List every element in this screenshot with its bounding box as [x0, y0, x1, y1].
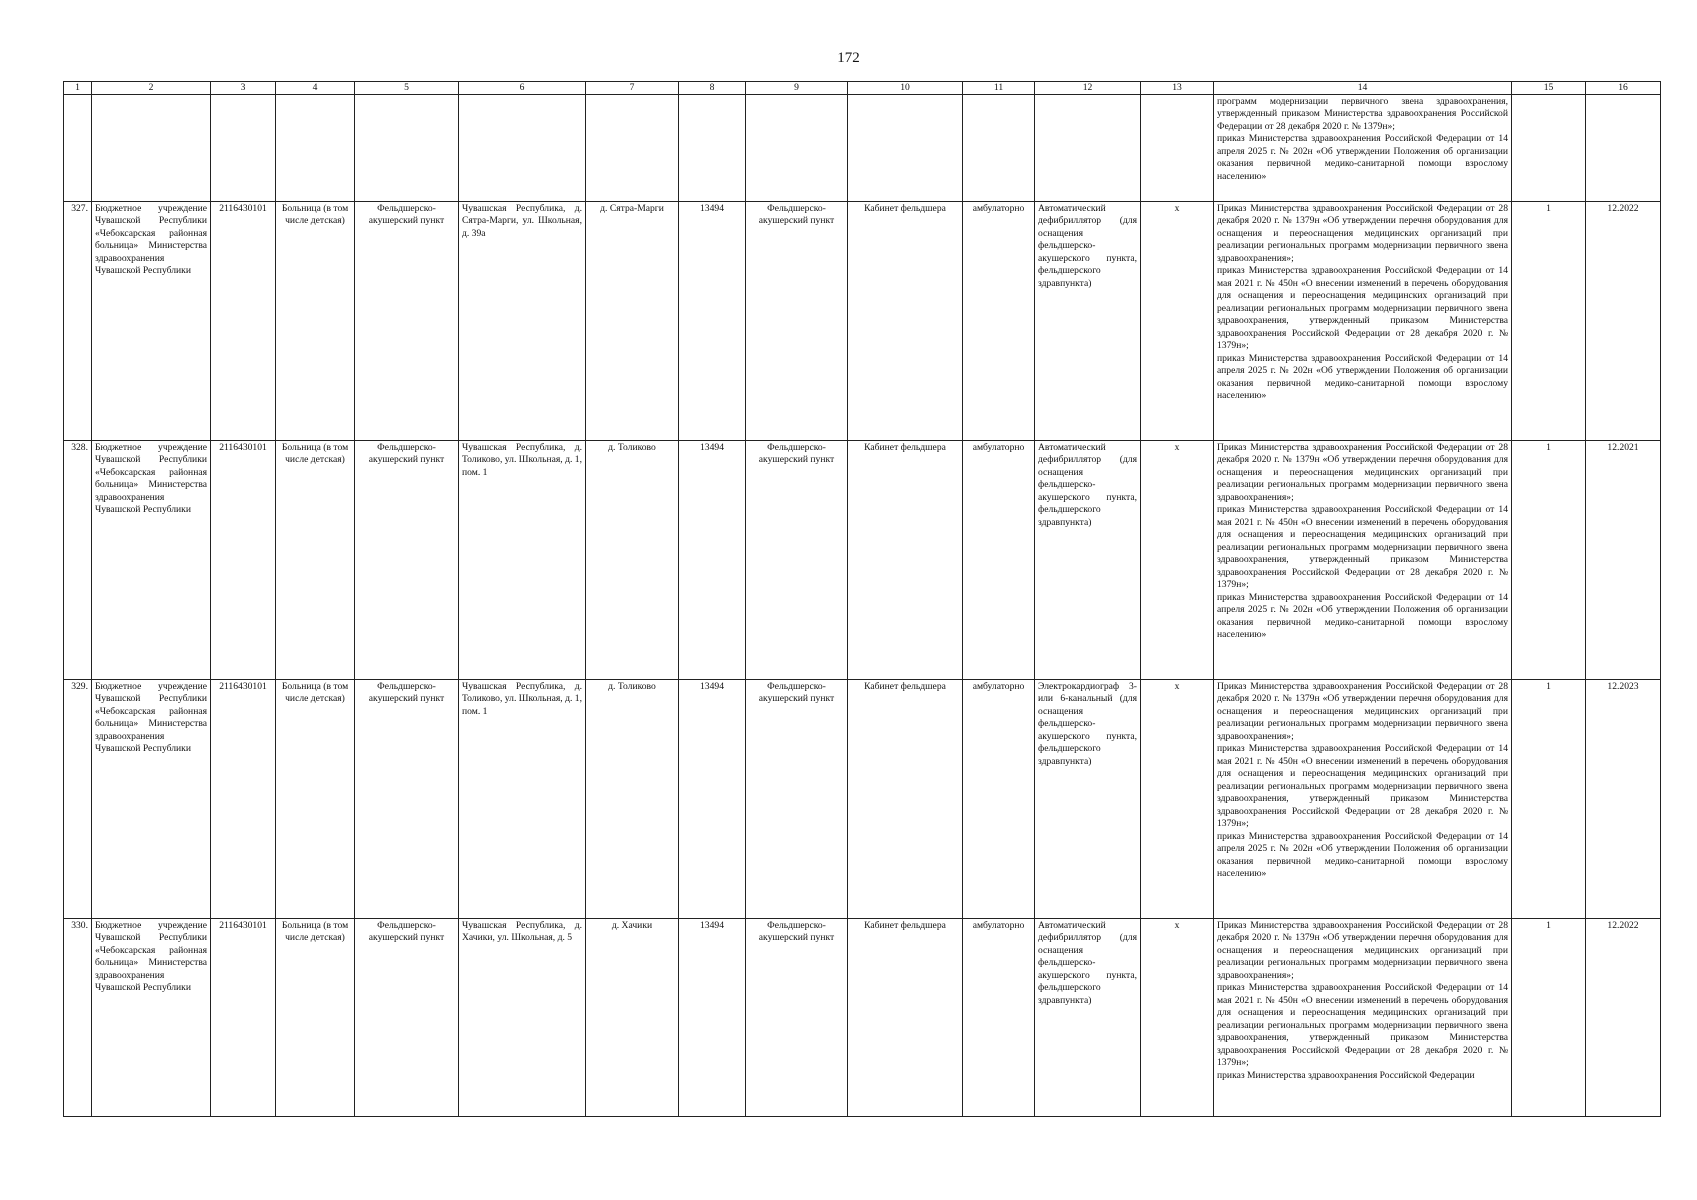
legal-basis-cell: программ модернизации первичного звена здравоохранения, утвержденный приказом Министерства здравоохранения Российской Федерации от 28 декабря 2020 г. № 1379н»; приказ Министерства здравоохранения Российской Федерации от 14 апреля 2025 г. № 202н «Об утверждении Положения об организации оказания первичной медико-санитарной помощи взрослому населению» — [1214, 95, 1512, 202]
date-cell: 12.2022 — [1586, 919, 1661, 1117]
mode-cell: амбулаторно — [963, 202, 1035, 441]
table-row — [64, 919, 1661, 1117]
table-row — [64, 441, 1661, 680]
column-header: 4 — [276, 82, 355, 95]
row-number: 327. — [64, 202, 92, 441]
unit-cell: Фельдшерско-акушерский пункт — [355, 441, 459, 680]
row-number: 330. — [64, 919, 92, 1117]
column-header: 2 — [92, 82, 211, 95]
quantity-cell: 1 — [1512, 680, 1586, 919]
equipment-cell: Автоматический дефибриллятор (для оснащения фельдшерско-акушерского пункта, фельдшерского здравпункта) — [1035, 919, 1141, 1117]
code2-cell: 13494 — [679, 919, 746, 1117]
mark-cell: x — [1141, 441, 1214, 680]
table-row — [64, 202, 1661, 441]
equipment-table — [63, 81, 1661, 1117]
type-cell: Больница (в том числе детская) — [276, 441, 355, 680]
address-cell: Чувашская Республика, д. Толиково, ул. Школьная, д. 1, пом. 1 — [459, 441, 586, 680]
address-cell: Чувашская Республика, д. Хачики, ул. Школьная, д. 5 — [459, 919, 586, 1117]
unit-cell: Фельдшерско-акушерский пункт — [355, 202, 459, 441]
date-cell: 12.2021 — [1586, 441, 1661, 680]
locality-cell: д. Сятра-Марги — [586, 202, 679, 441]
room-cell: Кабинет фельдшера — [848, 680, 963, 919]
unit2-cell: Фельдшерско-акушерский пункт — [746, 202, 848, 441]
mode-cell: амбулаторно — [963, 919, 1035, 1117]
legal-basis-cell: Приказ Министерства здравоохранения Российской Федерации от 28 декабря 2020 г. № 1379н «Об утверждении перечня оборудования для оснащения и переоснащения медицинских организаций при реализации региональных программ модернизации первичного звена здравоохранения»; приказ Министерства здравоохранения Российской Федерации от 14 мая 2021 г. № 450н «О внесении изменений в перечень оборудования для оснащения и переоснащения медицинских организаций при реализации региональных программ модернизации первичного звена здравоохранения, утвержденный приказом Министерства здравоохранения Российской Федерации от 28 декабря 2020 г. № 1379н»; приказ Министерства здравоохранения Российской Федерации от 14 апреля 2025 г. № 202н «Об утверждении Положения об организации оказания первичной медико-санитарной помощи взрослому населению» — [1214, 202, 1512, 441]
column-header: 1 — [64, 82, 92, 95]
code-cell: 2116430101 — [211, 680, 276, 919]
legal-basis-cell: Приказ Министерства здравоохранения Российской Федерации от 28 декабря 2020 г. № 1379н «Об утверждении перечня оборудования для оснащения и переоснащения медицинских организаций при реализации региональных программ модернизации первичного звена здравоохранения»; приказ Министерства здравоохранения Российской Федерации от 14 мая 2021 г. № 450н «О внесении изменений в перечень оборудования для оснащения и переоснащения медицинских организаций при реализации региональных программ модернизации первичного звена здравоохранения, утвержденный приказом Министерства здравоохранения Российской Федерации от 28 декабря 2020 г. № 1379н»; приказ Министерства здравоохранения Российской Федерации от 14 апреля 2025 г. № 202н «Об утверждении Положения об организации оказания первичной медико-санитарной помощи взрослому населению» — [1214, 680, 1512, 919]
column-header: 9 — [746, 82, 848, 95]
mode-cell: амбулаторно — [963, 441, 1035, 680]
page-number: 172 — [837, 50, 860, 66]
column-header: 7 — [586, 82, 679, 95]
locality-cell: д. Толиково — [586, 680, 679, 919]
column-header: 14 — [1214, 82, 1512, 95]
room-cell: Кабинет фельдшера — [848, 919, 963, 1117]
code-cell: 2116430101 — [211, 919, 276, 1117]
code2-cell: 13494 — [679, 202, 746, 441]
column-header: 15 — [1512, 82, 1586, 95]
code-cell: 2116430101 — [211, 441, 276, 680]
mark-cell: x — [1141, 680, 1214, 919]
code2-cell: 13494 — [679, 441, 746, 680]
column-header: 8 — [679, 82, 746, 95]
column-header: 16 — [1586, 82, 1661, 95]
unit-cell: Фельдшерско-акушерский пункт — [355, 919, 459, 1117]
quantity-cell: 1 — [1512, 202, 1586, 441]
unit2-cell: Фельдшерско-акушерский пункт — [746, 680, 848, 919]
date-cell: 12.2023 — [1586, 680, 1661, 919]
mark-cell: x — [1141, 919, 1214, 1117]
quantity-cell: 1 — [1512, 441, 1586, 680]
unit-cell: Фельдшерско-акушерский пункт — [355, 680, 459, 919]
organization-cell: Бюджетное учреждение Чувашской Республики «Чебоксарская районная больница» Министерства здравоохранения Чувашской Республики — [92, 441, 211, 680]
date-cell: 12.2022 — [1586, 202, 1661, 441]
legal-basis-cell: Приказ Министерства здравоохранения Российской Федерации от 28 декабря 2020 г. № 1379н «Об утверждении перечня оборудования для оснащения и переоснащения медицинских организаций при реализации региональных программ модернизации первичного звена здравоохранения»; приказ Министерства здравоохранения Российской Федерации от 14 мая 2021 г. № 450н «О внесении изменений в перечень оборудования для оснащения и переоснащения медицинских организаций при реализации региональных программ модернизации первичного звена здравоохранения, утвержденный приказом Министерства здравоохранения Российской Федерации от 28 декабря 2020 г. № 1379н»; приказ Министерства здравоохранения Российской Федерации от 14 апреля 2025 г. № 202н «Об утверждении Положения об организации оказания первичной медико-санитарной помощи взрослому населению» — [1214, 441, 1512, 680]
code-cell: 2116430101 — [211, 202, 276, 441]
legal-basis-cell: Приказ Министерства здравоохранения Российской Федерации от 28 декабря 2020 г. № 1379н «Об утверждении перечня оборудования для оснащения и переоснащения медицинских организаций при реализации региональных программ модернизации первичного звена здравоохранения»; приказ Министерства здравоохранения Российской Федерации от 14 мая 2021 г. № 450н «О внесении изменений в перечень оборудования для оснащения и переоснащения медицинских организаций при реализации региональных программ модернизации первичного звена здравоохранения, утвержденный приказом Министерства здравоохранения Российской Федерации от 28 декабря 2020 г. № 1379н»; приказ Министерства здравоохранения Российской Федерации — [1214, 919, 1512, 1117]
continuation-row — [64, 95, 1661, 202]
column-header: 11 — [963, 82, 1035, 95]
locality-cell: д. Хачики — [586, 919, 679, 1117]
locality-cell: д. Толиково — [586, 441, 679, 680]
column-header: 12 — [1035, 82, 1141, 95]
column-header: 10 — [848, 82, 963, 95]
column-header: 3 — [211, 82, 276, 95]
address-cell: Чувашская Республика, д. Сятра-Марги, ул. Школьная, д. 39а — [459, 202, 586, 441]
organization-cell: Бюджетное учреждение Чувашской Республики «Чебоксарская районная больница» Министерства здравоохранения Чувашской Республики — [92, 680, 211, 919]
equipment-cell: Электрокардиограф 3- или 6-канальный (для оснащения фельдшерско-акушерского пункта, фельдшерского здравпункта) — [1035, 680, 1141, 919]
column-header: 5 — [355, 82, 459, 95]
type-cell: Больница (в том числе детская) — [276, 680, 355, 919]
type-cell: Больница (в том числе детская) — [276, 202, 355, 441]
row-number: 328. — [64, 441, 92, 680]
address-cell: Чувашская Республика, д. Толиково, ул. Школьная, д. 1, пом. 1 — [459, 680, 586, 919]
type-cell: Больница (в том числе детская) — [276, 919, 355, 1117]
column-number-row — [64, 82, 1661, 95]
row-number: 329. — [64, 680, 92, 919]
unit2-cell: Фельдшерско-акушерский пункт — [746, 441, 848, 680]
organization-cell: Бюджетное учреждение Чувашской Республики «Чебоксарская районная больница» Министерства здравоохранения Чувашской Республики — [92, 202, 211, 441]
unit2-cell: Фельдшерско-акушерский пункт — [746, 919, 848, 1117]
column-header: 13 — [1141, 82, 1214, 95]
equipment-cell: Автоматический дефибриллятор (для оснащения фельдшерско-акушерского пункта, фельдшерского здравпункта) — [1035, 202, 1141, 441]
room-cell: Кабинет фельдшера — [848, 202, 963, 441]
organization-cell: Бюджетное учреждение Чувашской Республики «Чебоксарская районная больница» Министерства здравоохранения Чувашской Республики — [92, 919, 211, 1117]
table-row — [64, 680, 1661, 919]
room-cell: Кабинет фельдшера — [848, 441, 963, 680]
code2-cell: 13494 — [679, 680, 746, 919]
mode-cell: амбулаторно — [963, 680, 1035, 919]
equipment-cell: Автоматический дефибриллятор (для оснащения фельдшерско-акушерского пункта, фельдшерского здравпункта) — [1035, 441, 1141, 680]
quantity-cell: 1 — [1512, 919, 1586, 1117]
mark-cell: x — [1141, 202, 1214, 441]
column-header: 6 — [459, 82, 586, 95]
